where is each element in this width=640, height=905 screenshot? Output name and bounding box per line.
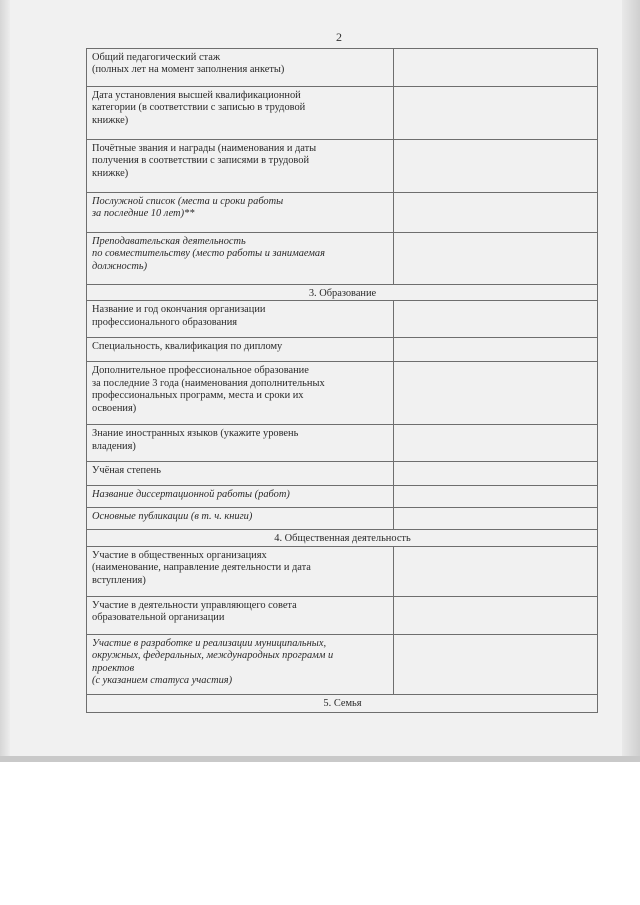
field-value[interactable] (394, 634, 598, 694)
field-value[interactable] (394, 362, 598, 425)
section-heading: 4. Общественная деятельность (87, 530, 598, 546)
field-label: Дата установления высшей квалификационной категории (в соответствии с записью в трудовой книжке) (87, 87, 394, 140)
field-label: Послужной список (места и сроки работы за последние 10 лет)** (87, 193, 394, 233)
field-label: Преподавательская деятельность по совместительству (место работы и занимаемая должность) (87, 233, 394, 285)
field-label: Участие в разработке и реализации муниципальных, окружных, федеральных, международных программ и проектов (с указанием статуса участия) (87, 634, 394, 694)
row-public-organizations (87, 546, 598, 596)
field-label: Название диссертационной работы (работ) (87, 486, 394, 508)
field-value[interactable] (394, 233, 598, 285)
field-value[interactable] (394, 486, 598, 508)
row-dissertation (87, 486, 598, 508)
section-education (87, 285, 598, 301)
field-label: Участие в общественных организациях (наименование, направление деятельности и дата вступления) (87, 546, 394, 596)
scan-left-edge (0, 0, 10, 762)
questionnaire-table (86, 48, 598, 713)
field-value[interactable] (394, 596, 598, 634)
row-education-institution (87, 301, 598, 338)
field-label: Дополнительное профессиональное образование за последние 3 года (наименования дополнительных профессиональных программ, места и сроки их освоения) (87, 362, 394, 425)
field-label: Участие в деятельности управляющего совета образовательной организации (87, 596, 394, 634)
field-label: Общий педагогический стаж (полных лет на момент заполнения анкеты) (87, 49, 394, 87)
row-additional-education (87, 362, 598, 425)
field-label: Знание иностранных языков (укажите уровень владения) (87, 425, 394, 462)
row-foreign-languages (87, 425, 598, 462)
scan-bottom-edge (0, 756, 640, 762)
section-public-activity (87, 530, 598, 546)
row-programs-participation (87, 634, 598, 694)
field-value[interactable] (394, 546, 598, 596)
scan-right-edge (622, 0, 640, 762)
field-label: Учёная степень (87, 462, 394, 486)
field-label: Почётные звания и награды (наименования и даты получения в соответствии с записями в трудовой книжке) (87, 140, 394, 193)
field-value[interactable] (394, 425, 598, 462)
field-value[interactable] (394, 193, 598, 233)
row-service-record (87, 193, 598, 233)
row-governing-council (87, 596, 598, 634)
row-academic-degree (87, 462, 598, 486)
field-label: Специальность, квалификация по диплому (87, 338, 394, 362)
field-value[interactable] (394, 49, 598, 87)
field-value[interactable] (394, 87, 598, 140)
row-teaching-experience (87, 49, 598, 87)
row-publications (87, 508, 598, 530)
row-part-time-teaching (87, 233, 598, 285)
section-heading: 5. Семья (87, 694, 598, 712)
field-value[interactable] (394, 301, 598, 338)
section-heading: 3. Образование (87, 285, 598, 301)
field-value[interactable] (394, 508, 598, 530)
field-value[interactable] (394, 462, 598, 486)
page-number: 2 (336, 30, 342, 44)
field-value[interactable] (394, 140, 598, 193)
field-value[interactable] (394, 338, 598, 362)
field-label: Основные публикации (в т. ч. книги) (87, 508, 394, 530)
questionnaire-body (87, 49, 598, 713)
field-label: Название и год окончания организации профессионального образования (87, 301, 394, 338)
row-specialty (87, 338, 598, 362)
row-qualification-date (87, 87, 598, 140)
row-titles-awards (87, 140, 598, 193)
section-family (87, 694, 598, 712)
